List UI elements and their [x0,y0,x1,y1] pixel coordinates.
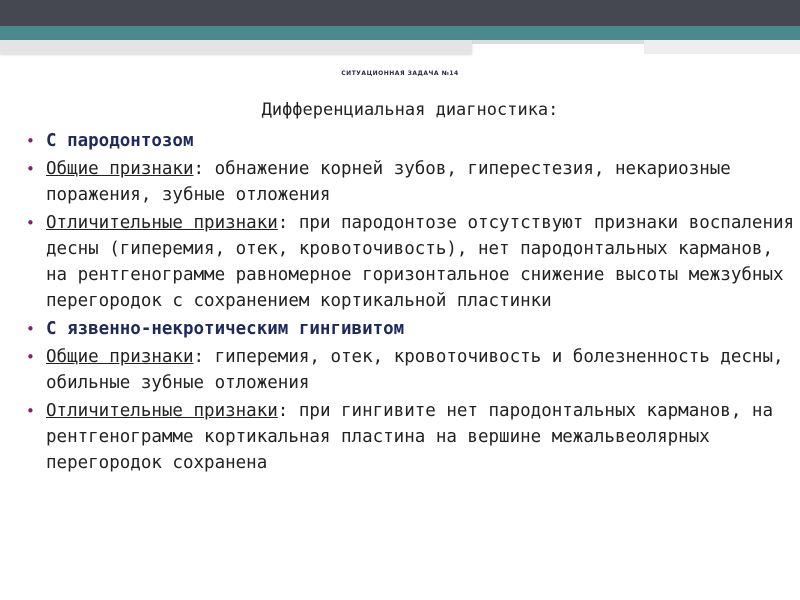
item-text: : обнажение корней зубов, гиперестезия, некариозные поражения, зубные отложения [46,159,731,205]
bullet-icon: • [26,348,35,366]
item-label: Отличительные признаки [46,213,278,233]
header-teal-bar [0,26,800,40]
slide-caption: СИТУАЦИОННАЯ ЗАДАЧА №14 [341,70,459,77]
bullet-icon: • [26,402,35,420]
header-left-tab [0,40,472,54]
item-text: : при гингивите нет пародонтальных карманов, на рентгенограмме кортикальная пластина на вершине межальвеолярных перегородок сохранена [46,401,773,473]
bullet-item-common-signs-1 [26,156,796,208]
item-label: Общие признаки [46,159,194,179]
bullet-item-distinctive-signs-1 [26,210,796,314]
item-label: Общие признаки [46,347,194,367]
header-right-tab [644,40,800,54]
item-label: Отличительные признаки [46,401,278,421]
item-text: : при пародонтозе отсутствуют признаки воспаления десны (гиперемия, отек, кровоточивость), нет пародонтальных карманов, на рентгенограмме равномерное горизонтальное снижение высоты межзубных перегородок с сохранением кортикальной пластинки [46,213,795,311]
bullet-icon: • [26,214,35,232]
section-heading: С язвенно-некротическим гингивитом [46,319,405,339]
bullet-icon: • [26,160,35,178]
section-heading: С пародонтозом [46,131,194,151]
bullet-list [26,128,796,478]
item-text: : гиперемия, отек, кровоточивость и болезненность десны, обильные зубные отложения [46,347,784,393]
bullet-icon: • [26,132,35,150]
bullet-item-heading-1 [26,128,796,154]
bullet-item-heading-2 [26,316,796,342]
header-dark-bar [0,0,800,26]
bullet-item-common-signs-2 [26,344,796,396]
slide-title: Дифференциальная диагностика: [261,100,559,120]
bullet-item-distinctive-signs-2 [26,398,796,476]
bullet-icon: • [26,320,35,338]
